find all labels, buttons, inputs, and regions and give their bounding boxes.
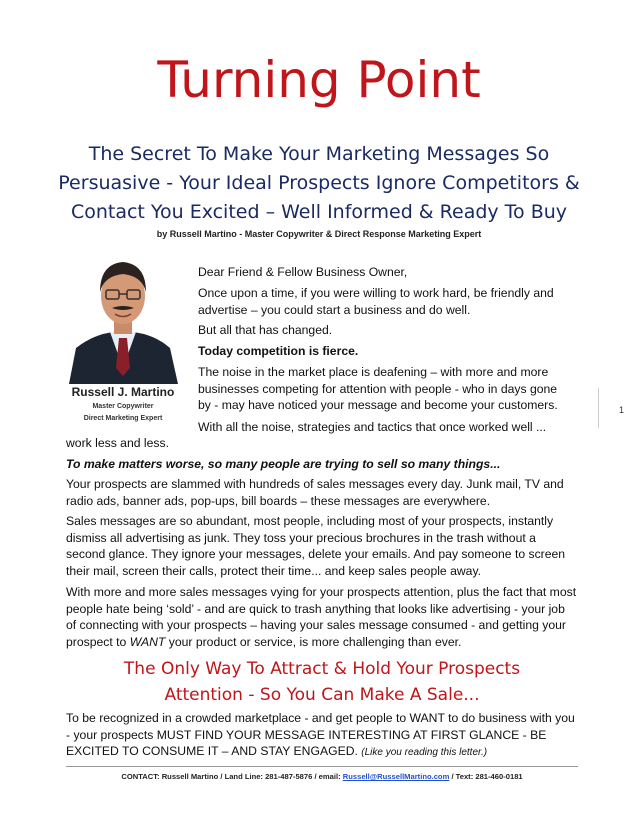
page-margin-divider [598, 388, 599, 428]
footer-email-link[interactable]: Russell@RussellMartino.com [342, 772, 450, 781]
subtitle-line-3: Contact You Excited – Well Informed & Ready To Buy [70, 201, 568, 223]
section-paragraph-hint: (Like you reading this letter.) [361, 747, 488, 758]
author-byline: by Russell Martino - Master Copywriter & Direct Response Marketing Expert [156, 229, 482, 239]
section-paragraph-text: To be recognized in a crowded marketplace - and get people to WANT to do business with you - your prospects MUST FIND YOUR MESSAGE INTERESTING AT FIRST GLANCE - BE EXCITED TO CONSUME IT – AND STAY ENGAGED. [66, 711, 575, 758]
subtitle-line-1: The Secret To Make Your Marketing Messages So [88, 143, 550, 165]
photo-caption-name: Russell J. Martino [71, 385, 175, 399]
letter-paragraph-2: But all that has changed. [198, 323, 333, 337]
section-paragraph-1 [66, 710, 578, 762]
subtitle-line-2: Persuasive - Your Ideal Prospects Ignore Competitors & [58, 172, 580, 194]
page-number: 1 [619, 405, 625, 415]
photo-caption-title: Master Copywriter [92, 403, 154, 410]
paragraph-9-text-end: your product or service, is more challenging than ever. [165, 634, 462, 649]
letter-paragraph-3: Today competition is fierce. [198, 344, 359, 358]
footer-text-number: / Text: 281-460-0181 [449, 772, 523, 781]
section-heading-line-2: Attention - So You Can Make A Sale... [164, 685, 480, 705]
paragraph-9-emphasis: WANT [129, 634, 166, 649]
footer-divider [66, 766, 578, 767]
letter-paragraph-5a: With all the noise, strategies and tactics that once worked well ... [198, 420, 547, 434]
portrait-image [64, 248, 182, 384]
author-photo [64, 248, 182, 434]
letter-paragraph-8: Sales messages are so abundant, most people, including most of your prospects, instantly dismiss all advertising as junk. They toss your precious brochures in the trash without a second glance. They ignore your messages, delete your emails. And pay someone to screen their mail, screen their calls, protect their time... and keep sales people away. [66, 514, 566, 578]
paragraph-9-text: With more and more sales messages vying for your prospects attention, plus the fact that most people hate being ‘sold’ - and are quick to trash anything that looks like advertising - your job of connecting with your prospects – having your sales message consumed - and getting your prospect to [66, 585, 577, 649]
letter-paragraph-4: The noise in the market place is deafening – with more and more businesses competing for attention with people - who in days gone by - may have noticed your message and become your customers. [198, 365, 558, 412]
photo-caption-subtitle: Direct Marketing Expert [83, 415, 163, 422]
document-title: Turning Point [157, 51, 481, 109]
footer-contact-text: CONTACT: Russell Martino / Land Line: 281-487-5876 / email: [121, 772, 343, 781]
section-heading [66, 656, 578, 708]
letter-paragraph-1: Once upon a time, if you were willing to work hard, be friendly and advertise – you could start a business and do well. [198, 286, 554, 317]
section-heading-line-1: The Only Way To Attract & Hold Your Prospects [123, 659, 521, 679]
contact-footer [66, 772, 578, 781]
document-subtitle [20, 140, 618, 227]
letter-paragraph-7: Your prospects are slammed with hundreds of sales messages every day. Junk mail, TV and radio ads, banner ads, pop-ups, bill boards – these messages are everywhere. [66, 477, 564, 508]
letter-greeting: Dear Friend & Fellow Business Owner, [198, 265, 408, 279]
letter-paragraph-5b: work less and less. [66, 436, 169, 450]
letter-paragraph-9 [66, 584, 578, 650]
letter-paragraph-6: To make matters worse, so many people are trying to sell so many things... [66, 457, 501, 471]
